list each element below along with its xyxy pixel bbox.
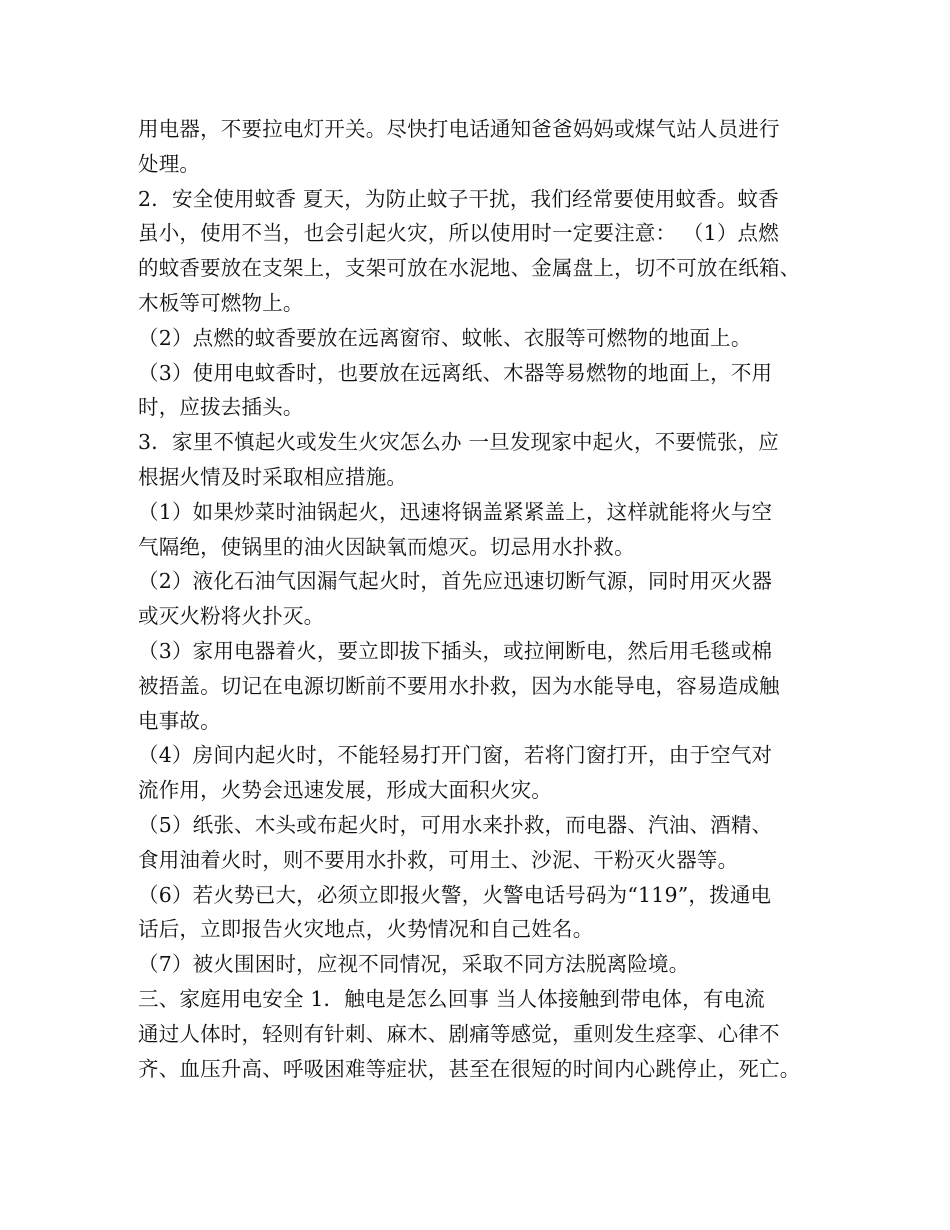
text-line: 虽小，使用不当，也会引起火灾，所以使用时一定要注意： （1）点燃 xyxy=(138,221,779,246)
text-line: （5）纸张、木头或布起火时，可用水来扑救，而电器、汽油、酒精、 xyxy=(138,812,773,837)
text-line: 气隔绝，使锅里的油火因缺氧而熄灭。切忌用水扑救。 xyxy=(138,534,635,559)
text-line: （4）房间内起火时，不能轻易打开门窗，若将门窗打开，由于空气对 xyxy=(138,743,773,768)
document-body xyxy=(138,112,838,1086)
text-line: （6）若火势已大，必须立即报火警，火警电话号码为“119”，拨通电 xyxy=(138,882,772,907)
text-line: 话后，立即报告火灾地点，火势情况和自己姓名。 xyxy=(138,917,594,942)
text-line: 处理。 xyxy=(138,151,201,176)
text-line: 木板等可燃物上。 xyxy=(138,290,304,315)
text-line: （3）使用电蚊香时，也要放在远离纸、木器等易燃物的地面上，不用 xyxy=(138,360,773,385)
text-line: 或灭火粉将火扑灭。 xyxy=(138,604,325,629)
text-line: 食用油着火时，则不要用水扑救，可用土、沙泥、干粉灭火器等。 xyxy=(138,847,739,872)
text-line: （2）点燃的蚊香要放在远离窗帘、蚊帐、衣服等可燃物的地面上。 xyxy=(138,325,752,350)
text-line: 电事故。 xyxy=(138,708,221,733)
text-line: （7）被火围困时，应视不同情况，采取不同方法脱离险境。 xyxy=(138,952,690,977)
text-line: 用电器，不要拉电灯开关。尽快打电话通知爸爸妈妈或煤气站人员进行 xyxy=(138,117,780,141)
text-line: 齐、血压升高、呼吸困难等症状，甚至在很短的时间内心跳停止，死亡。 xyxy=(138,1056,801,1081)
text-line: 3．家里不慎起火或发生火灾怎么办 一旦发现家中起火，不要慌张，应 xyxy=(138,430,779,455)
text-line: 2．安全使用蚊香 夏天，为防止蚊子干扰，我们经常要使用蚊香。蚊香 xyxy=(138,186,779,211)
text-line: 流作用，火势会迅速发展，形成大面积火灾。 xyxy=(138,778,552,803)
text-line: （3）家用电器着火，要立即拔下插头，或拉闸断电，然后用毛毯或棉 xyxy=(138,638,773,663)
text-line: 被捂盖。切记在电源切断前不要用水扑救，因为水能导电，容易造成触 xyxy=(138,673,780,698)
text-line: 通过人体时，轻则有针刺、麻木、剧痛等感觉，重则发生痉挛、心律不 xyxy=(138,1021,780,1046)
text-line: 的蚊香要放在支架上，支架可放在水泥地、金属盘上，切不可放在纸箱、 xyxy=(138,256,801,281)
text-line: 时，应拔去插头。 xyxy=(138,395,304,420)
text-line: 三、家庭用电安全 1．触电是怎么回事 当人体接触到带电体，有电流 xyxy=(138,986,765,1011)
text-line: （1）如果炒菜时油锅起火，迅速将锅盖紧紧盖上，这样就能将火与空 xyxy=(138,499,773,524)
text-line: 根据火情及时采取相应措施。 xyxy=(138,464,408,489)
text-line: （2）液化石油气因漏气起火时，首先应迅速切断气源，同时用灭火器 xyxy=(138,569,773,594)
